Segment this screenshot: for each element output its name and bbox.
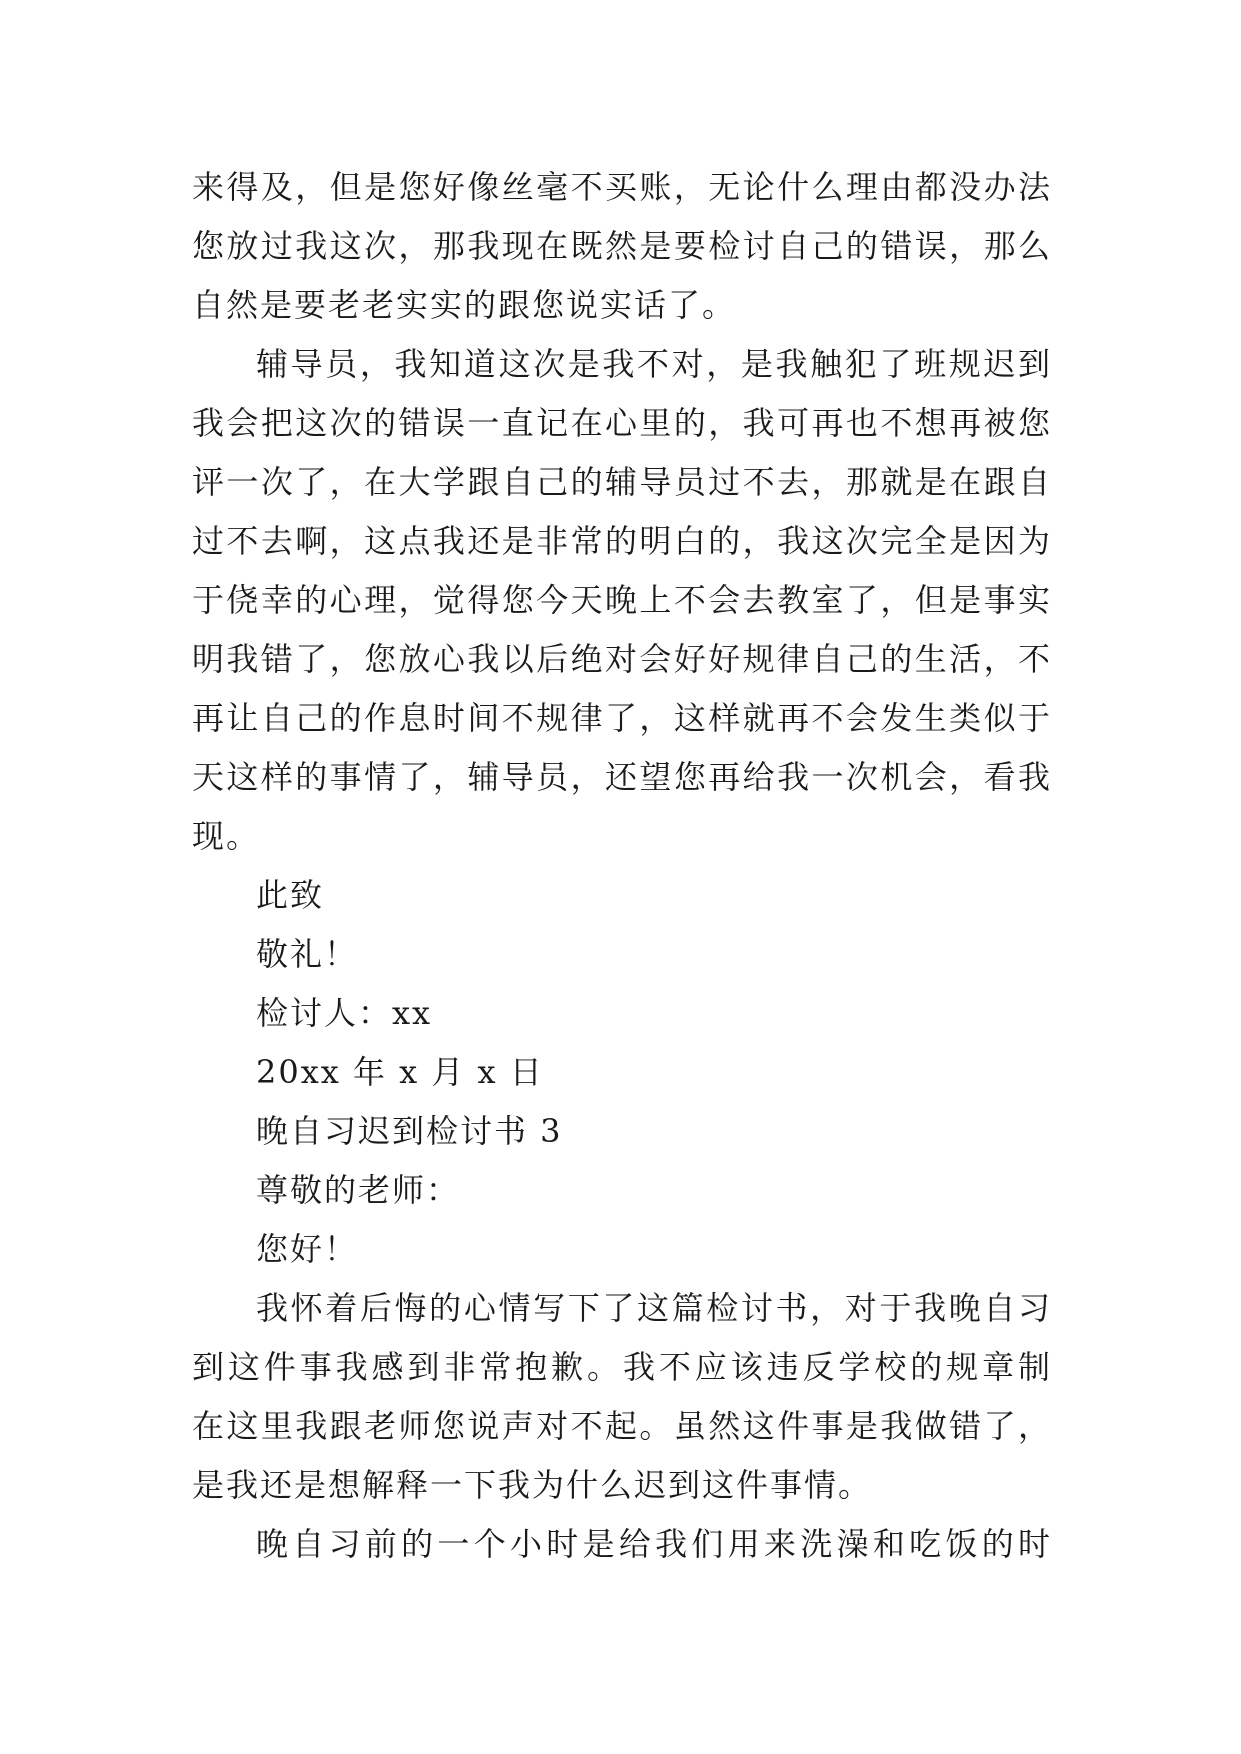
section-title: 晚自习迟到检讨书 3 xyxy=(256,1112,563,1150)
paragraph-line: 在这里我跟老师您说声对不起。虽然这件事是我做错了， xyxy=(192,1407,1052,1445)
paragraph-line: 辅导员，我知道这次是我不对，是我触犯了班规迟到 xyxy=(256,345,1052,383)
closing-salutation: 此致 xyxy=(256,876,325,914)
paragraph-line: 过不去啊，这点我还是非常的明白的，我这次完全是因为 xyxy=(192,522,1052,560)
paragraph-line: 评一次了，在大学跟自己的辅导员过不去，那就是在跟自 xyxy=(192,463,1052,501)
greeting: 您好！ xyxy=(256,1230,359,1268)
paragraph-line: 再让自己的作息时间不规律了，这样就再不会发生类似于 xyxy=(192,699,1052,737)
document-body xyxy=(192,158,1052,1574)
paragraph-line: 晚自习前的一个小时是给我们用来洗澡和吃饭的时 xyxy=(256,1525,1052,1563)
signature-line: 检讨人：xx xyxy=(256,994,433,1032)
paragraph-line: 我会把这次的错误一直记在心里的，我可再也不想再被您 xyxy=(192,404,1052,442)
paragraph-line: 现。 xyxy=(192,817,261,855)
paragraph-line: 到这件事我感到非常抱歉。我不应该违反学校的规章制 xyxy=(192,1348,1052,1386)
paragraph-line: 天这样的事情了，辅导员，还望您再给我一次机会，看我 xyxy=(192,758,1052,796)
greeting-addressee: 尊敬的老师： xyxy=(256,1171,461,1209)
paragraph-line: 自然是要老老实实的跟您说实话了。 xyxy=(192,286,737,324)
date-line: 20xx 年 x 月 x 日 xyxy=(256,1053,544,1091)
paragraph-line: 明我错了，您放心我以后绝对会好好规律自己的生活，不 xyxy=(192,640,1052,678)
paragraph-line: 于侥幸的心理，觉得您今天晚上不会去教室了，但是事实 xyxy=(192,581,1052,619)
paragraph-line: 您放过我这次，那我现在既然是要检讨自己的错误，那么 xyxy=(192,227,1052,265)
closing-regards: 敬礼！ xyxy=(256,935,359,973)
paragraph-line: 来得及，但是您好像丝毫不买账，无论什么理由都没办法 xyxy=(192,168,1052,206)
paragraph-line: 我怀着后悔的心情写下了这篇检讨书，对于我晚自习 xyxy=(256,1289,1052,1327)
paragraph-line: 是我还是想解释一下我为什么迟到这件事情。 xyxy=(192,1466,873,1504)
